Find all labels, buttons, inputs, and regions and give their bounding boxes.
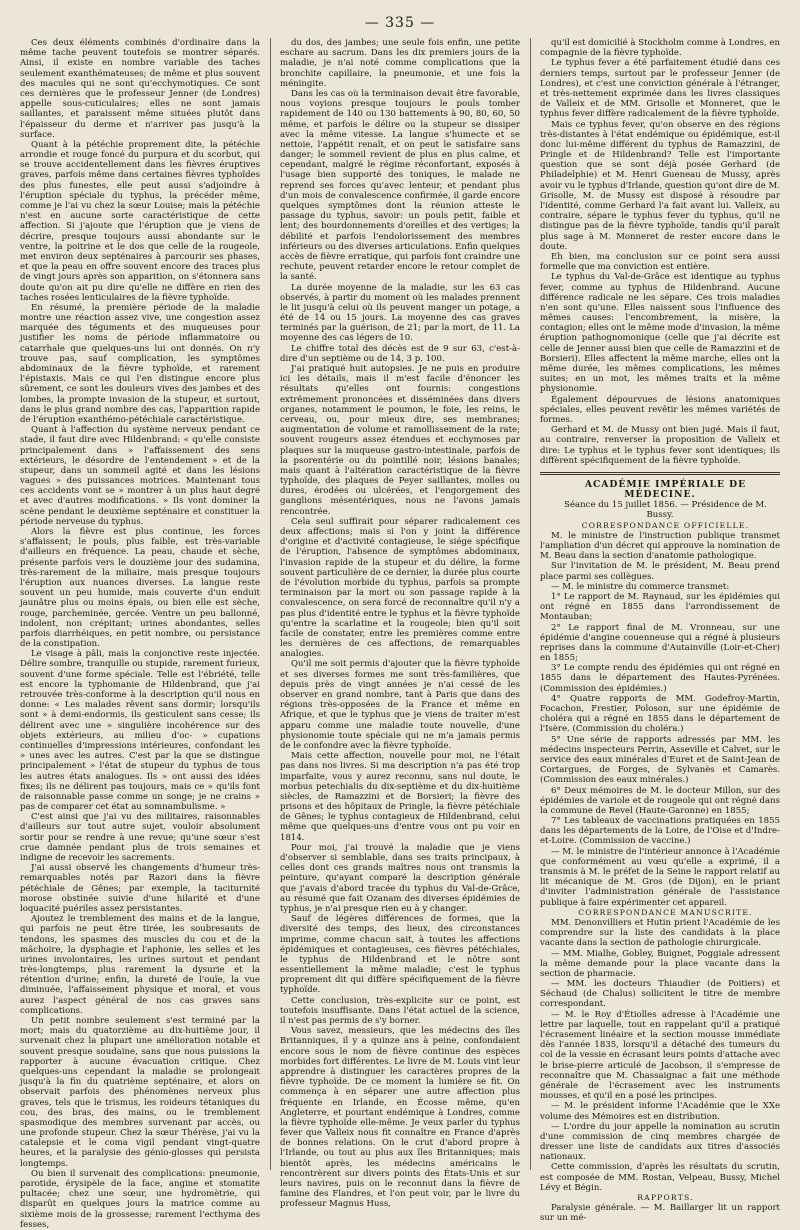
left-paragraph-7: C'est ainsi que j'ai vu des militaires, raisonnables d'ailleurs sur tout autre sujet, vouloir absolument sortir pour se rendre à une revue; qu'une sœur s'est crue damnée pendant plus de trois semaines et indigne de recevoir les sacrements. [20, 812, 260, 863]
reports-heading: RAPPORTS. [637, 1193, 694, 1202]
middle-paragraph-2: Dans les cas où la terminaison devait être favorable, nous voyions presque toujours le pouls tomber rapidement de 140 ou 130 battements à 90, 80, 60, 50 même, et parfois le délire ou la stupeur se dissiper avec la même vitesse. La langue s'humecte et se nettoie, l'appétit renaît, et on peut le satisfaire sans danger; le sommeil revient de plus en plus calme, et cependant, malgré le régime réconfortant, exposés à l'usage bien supporté des toniques, le malade ne reprend ses forces qu'avec lenteur, et pendant plus d'un mois de convalescence confirmée, il garde encore quelques symptômes dont la réunion atteste le passage du typhus, savoir: un pouls petit, faible et lent; des bourdonnements d'oreilles et des vertiges; la débilité et parfois l'endolorissement des membres inférieurs ou des diverses articulations. Enfin quelques accès de fièvre erratique, qui parfois font craindre une rechute, peuvent retarder encore le retour complet de la santé. [280, 88, 520, 283]
left-paragraph-4: Quant à l'affection du système nerveux pendant ce stade, il faut dire avec Hildenbrand: « qu'elle consiste principalement dans » l'affaissement des sens extérieurs, le désordre de l'entendement » et de la stupeur, dans un sommeil agité et dans les lésions vagues » des puissances motrices. Maintenant tous ces accidents vont se » montrer à un plus haut degré et avec d'autres modifications. » Ils vont dominer la scène pendant le deuxième septénaire et constituer la période nerveuse du typhus. [20, 425, 260, 527]
official-correspondence-heading: CORRESPONDANCE OFFICIELLE. [581, 520, 750, 530]
manuscript-correspondence [540, 918, 780, 1193]
text-columns [20, 38, 781, 1230]
right-paragraph-5: Le typhus du Val-de-Grâce est identique au typhus fever, comme au typhus de Hildenbrand. Aucune différence radicale ne les sépare. Ces trois maladies n'en sont qu'une. Elles naissent sous l'influence des mêmes causes: l'encombrement, la misère, la contagion; elles ont le même mode d'invasion, la même éruption pathognomonique (celle que j'ai décrite est celle de Jenner aussi bien que celle de Ramazzini et de Borsieri). Elles affectent la même marche, elles ont la même durée, les mêmes complications, les mêmes suites; en un mot, les mêmes traits et la même physionomie. [540, 272, 781, 395]
middle-paragraph-5: J'ai pratiqué huit autopsies. Je ne puis en produire ici les détails, mais il m'est facile d'énoncer les résultats qu'elles ont fournis: congestions extrêmement prononcées et disséminées dans divers organes, notamment le poumon, le foie, les reins, le cerveau, ou, pour mieux dire, ses membranes; augmentation de volume et ramollissement de la rate; souvent rougeurs assez étendues et ecchymoses par plaques sur la muqueuse gastro-intestinale, parfois de la psorentérie ou du pointillé noir, lésions banales; mais quant à l'altération caractéristique de la fièvre typhoïde, des plaques de Peyer saillantes, molles ou dures, érodées ou ulcérées, et l'engorgement des ganglions mésentériques, nous ne l'avons jamais rencontrée. [280, 364, 520, 517]
middle-paragraph-9: Pour moi, j'ai trouvé la maladie que je viens d'observer si semblable, dans ses traits principaux, à celles dont ces grands maîtres nous ont transmis la peinture, qu'ayant comparé la description générale que j'avais d'abord tracée du typhus du Val-de-Grâce, au résumé que fait Ozanam des diverses épidémies de typhus, je n'ai presque rien eu à y changer. [280, 842, 520, 914]
middle-paragraph-7: Qu'il me soit permis d'ajouter que la fièvre typhoïde et ses diverses formes me sont très-familières, que depuis près de vingt années je n'ai cessé de les observer en grand nombre, tant à Paris que dans des régions très-opposées de la France et même en Afrique, et que le typhus que je viens de traiter m'est apparu comme une maladie toute nouvelle, d'une physionomie toute spéciale qui ne m'a jamais permis de le confondre avec la fièvre typhoïde. [280, 659, 520, 751]
manuscript-item-4: — M. le Roy d'Étiolles adresse à l'Académie une lettre par laquelle, tout en rappelant qu'il a pratiqué l'écrasement linéaire et la section mousse immédiate dès l'année 1835, lorsqu'il a détaché des tumeurs du col de la vessie en écrasant leurs points d'attache avec le brise-pierre articulé de Jacobson, il s'empresse de reconnaître que M. Chassaignac a fait une méthode générale de l'écrasement avec les instruments mousses, et qu'il en a posé les principes. [540, 1009, 780, 1102]
report-paragraph: Paralysie générale. — M. Baillarger lit un rapport sur un mé- [540, 1203, 780, 1224]
session-line: Séance du 15 juillet 1856. — Présidence de M. Bussy. [564, 500, 767, 521]
manuscript-correspondence-heading: CORRESPONDANCE MANUSCRITE. [578, 907, 753, 917]
right-paragraph-1: qu'il est domicilié à Stockholm comme à Londres, en compagnie de la fièvre typhoïde. [540, 38, 780, 59]
left-paragraph-11: Ou bien il survenait des complications: pneumonie, parotide, érysipèle de la face, angine et stomatite pultacée; chez une sœur, une hydromètrie, qui disparût en quelques jours la matrice comme au sixième mois de la grossesse; rarement l'ecthyma des fesses, [20, 1168, 260, 1230]
left-paragraph-1: Ces deux éléments combinés d'ordinaire dans la même tache peuvent toutefois se montrer séparés. Ainsi, il existe en nombre variable des taches seulement exanthémateuses; de même et plus souvent des macules qui ne sont qu'ecchymotiques. Ce sont ces dernières que le professeur Jenner (de Londres) appelle sous-cuticulaires; elles ne sont jamais saillantes, et paraissent même situées plutôt dans l'épaisseur du derme et n'arriver pas jusqu'à la surface. [20, 38, 260, 140]
manuscript-item-7: Cette commission, d'après les résultats du scrutin, est composée de MM. Rostan, Velpeau, Bussy, Michel Lévy et Bégin. [540, 1162, 780, 1193]
middle-paragraph-4: Le chiffre total des décès est de 9 sur 63, c'est-à-dire d'un septième ou de 14, 3 p. 100. [280, 343, 520, 364]
left-paragraph-5: Alors la fièvre est plus continue, les forces s'affaissent; le pouls, plus faible, est très-variable d'ailleurs en fréquence. La peau, chaude et sèche, présente parfois vers le douzième jour des sudamina, très-rarement de la miliaire, mais presque toujours l'éruption aux nuances diverses. La langue reste souvent un peu humide, mais couverte d'un enduit jaunâtre plus ou moins épais, ou bien elle est sèche, rouge, parcheminée, gercée. Ventre un peu ballonné, indolent, non crépitant; urines abondantes, selles parfois diarrhéiques, en petit nombre, ou persistance de la constipation. [20, 527, 260, 650]
left-paragraph-8: J'ai aussi observé les changements d'humeur très-remarquables notés par Razori dans la fièvre pétéchiale de Gênes; par exemple, la taciturnité morose obstinée suivie d'une hilarité et d'une loquacité puériles assez persistantes. [20, 863, 260, 914]
manuscript-item-2: — MM. Mialhe, Gobley, Buignet, Poggiale adressent la même demande pour la place vacante dans la section de pharmacie. [540, 948, 780, 979]
manuscript-item-5: — M. le président informe l'Académie que le XXe volume des Mémoires est en distribution. [540, 1101, 780, 1122]
typhus-conclusion [540, 38, 780, 466]
official-item-4: 1° Le rapport de M. Raynaud, sur les épidémies qui ont régné en 1855 dans l'arrondissement de Montauban; [540, 591, 780, 623]
official-item-6: 3° Le compte rendu des épidémies qui ont régné en 1855 dans le département des Hautes-Pyrénées. (Commission des épidémies.) [540, 663, 780, 694]
left-paragraph-2: Quant à la pétéchie proprement dite, la pétéchie arrondie et rouge foncé du purpura et du scorbut, qui se trouve accidentellement dans les fièvres éruptives graves, parfois même dans certaines fièvres typhoïdes des plus funestes, elle peut aussi s'adjoindre à l'éruption spéciale du typhus, la précéder même, comme je l'ai vu chez la sœur Louise; mais la pétéchie n'est en aucune sorte caractéristique de cette affection. Si j'ajoute que l'éruption que je viens de décrire, presque toujours aussi abondante sur le ventre, la poitrine et le dos que celle de la rougeole, met environ deux septénaires à parcourir ses phases, et que la peau en offre souvent encore des traces plus de vingt jours après son apparition, on s'étonnera sans doute qu'on ait pu dire qu'elle ne diffère en rien des taches rosées lenticulaires de la fièvre typhoïde. [20, 139, 260, 303]
middle-paragraph-10: Sauf de légères différences de formes, que la diversité des temps, des lieux, des circonstances imprime, comme chacun sait, à toutes les affections épidémiques et contagieuses, ces fièvres pétéchiales, le typhus de Hildenbrand et le nôtre sont essentiellement la même maladie; c'est le typhus proprement dit qui diffère spécifiquement de la fièvre typhoïde. [280, 914, 520, 996]
middle-paragraph-12: Vous savez, messieurs, que les médecins des îles Britanniques, il y a quinze ans à peine, confondaient encore sous le nom de fièvre continue des espèces morbides fort différentes. Le livre de M. Louis vint leur apprendre à distinguer les caractères propres de la fièvre typhoïde. De ce moment la lumière se fit. On commença à en séparer une autre affection plus fréquente en Irlande, en Écosse même, qu'en Angleterre, et pourtant endémique à Londres, comme la fièvre typhoïde elle-même. Je veux parler du typhus fever que Valleix nous fit connaître en France d'après de bonnes relations. On le crut d'abord propre à l'Irlande, ou tout au plus aux îles Britanniques; mais bientôt après, les médecins américains le rencontrèrent sur divers points des États-Unis et sur leurs navires, puis on le reconnut dans la fièvre de famine des Flandres, et l'on peut voir, par le livre du professeur Magnus Huss, [280, 1026, 520, 1210]
manuscript-item-3: — MM. les docteurs Thiaudier (de Poitiers) et Séchaud (de Chalus) sollicitent le titre de membre correspondant. [540, 979, 780, 1010]
right-paragraph-3: Mais ce typhus fever, qu'on observe en des régions très-distantes à l'état endémique ou épidémique, est-il donc lui-même différent du typhus de Ramazzini, de Pringle et de Hildenbrand? Telle est l'importante question que se sont déjà posée Gerhard (de Philadelphie) et M. Henri Gueneau de Mussy, après avoir vu le typhus d'Irlande, question qu'ont dire de M. Grisolle, M. de Mussy est disposé à résoudre par l'identité, comme Gerhard l'a fait avant lui. Valleix, au contraire, sépare le typhus fever du typhus, qu'il ne distingue pas de la fièvre typhoïde, tandis qu'il paraît plus sage à M. Monneret de rester encore dans le doute. [540, 119, 780, 252]
left-paragraph-6: Le visage à pâli, mais la conjonctive reste injectée. Délire sombre, tranquille ou stupide, rarement furieux, souvent d'une forme spéciale. Telle est l'ébriété, telle est encore la typhomanie de Hildenbrand, que j'ai retrouvée très-conforme à la description qu'il nous en donne: « Les malades rêvent sans dormir; lorsqu'ils sont » à demi-endormis, ils gesticulent sans cesse; ils délirent avec une » singulière incohérence sur des objets extérieurs, au milieu d'oc- » cupations continuelles d'impressions intérieures, confondant les » unes avec les autres. C'est par la que se distingue principalement » l'état de stupeur du typhus de tous les autres états analogues. Ils » ont aussi des idées fixes; ils ne délirent pas toujours, mais ce » qu'ils font de raisonnable passe comme un songe; je ne crains » pas de comparer cet état au somnambulisme. » [20, 649, 260, 813]
official-item-3: — M. le ministre du commerce transmet: [551, 581, 730, 592]
middle-paragraph-3: La durée moyenne de la maladie, sur les 63 cas observés, à partir du moment où les malades prennent le lit jusqu'à celui où ils peuvent manger un potage, a été de 14 ou 15 jours. La moyenne des cas graves terminés par la guérison, de 21; par la mort, de 11. La moyenne des cas légers de 10. [280, 282, 520, 344]
middle-paragraph-6: Cela seul suffirait pour séparer radicalement ces deux affections; mais si l'on y joint la différence d'origine et d'activité contagieuse, le siége spécifique de l'éruption, l'absence de symptômes abdominaux, l'invasion rapide de la stupeur et du délire, la forme souvent particulière de ce dernier, la durée plus courte de l'évolution morbide du typhus, parfois sa prompte terminaison par la mort ou son passage rapide à la convalescence, on sera forcé de reconnaître qu'il n'y a pas plus d'identité entre le typhus et la fièvre typhoïde qu'entre la scarlatine et la rougeole; bien qu'il soit facile de constater, entre les premières comme entre les dernières de ces affections, de remarquables analogies. [280, 516, 520, 660]
official-item-2: Sur l'invitation de M. le président, M. Beau prend place parmi ses collègues. [540, 561, 780, 582]
section-divider [540, 472, 780, 475]
manuscript-item-1: MM. Denonvilliers et Hutin prient l'Académie de les comprendre sur la liste des candidats à la place vacante dans la section de pathologie chirurgicale. [540, 917, 780, 949]
column-middle [270, 38, 520, 1210]
column-right [530, 38, 781, 1224]
left-paragraph-10: Un petit nombre seulement s'est terminé par la mort; mais du quatorzième au dix-huitième jour, il survenait chez la plupart une amélioration notable et souvent presque soudaine, sans que nous puissions la rapporter à aucune évacuation critique. Chez quelques-uns cependant la maladie se prolongeait jusqu'à la fin du quatrième septénaire, et alors on observait parfois des phénomènes nerveux plus graves, tels que le trismus, les roideurs tétaniques du cou, des bras, des mains, ou le tremblement spasmodique des membres survenant par accès, ou une profonde stupeur. Chez la sœur Thérèse, j'ai vu la catalepsie et le coma vigil pendant vingt-quatre heures, et la paralysie des génio-glosses qui persista longtemps. [20, 1016, 260, 1169]
page-number: — 335 — [364, 15, 436, 31]
official-item-11: — M. le ministre de l'intérieur annonce à l'Académie que conformément au vœu qu'elle a exprimé, il a transmis à M. le préfet de la Seine le rapport relatif au lit mécanique de M. Gros (de Dijon), en le priant d'inviter l'administration générale de l'assistance publique à faire expérimenter cet appareil. [540, 846, 780, 908]
middle-paragraph-1: du dos, des jambes; une seule fois enfin, une petite eschare au sacrum. Dans les dix premiers jours de la maladie, je n'ai noté comme complications que la bronchite capillaire, la pneumonie, et une fois la méningite. [280, 38, 520, 89]
left-paragraph-9: Ajoutez le tremblement des mains et de la langue, qui parfois ne peut être tirée, les soubresauts de tendons, les spasmes des muscles du cou et de la mâchoire, la dysphagie et l'aphonie, les selles et les urines involontaires, les urines surtout et pendant très-longtemps, plus rarement la dysurie et la rétention d'urine; enfin, la dureté de l'ouïe, la vue diminuée, l'affaissement physique et moral, et vous aurez l'aspect général de nos cas graves sans complications. [20, 914, 260, 1016]
manuscript-item-6: — L'ordre du jour appelle la nomination au scrutin d'une commission de cinq membres chargée de dresser une liste de candidats aux titres d'associés nationaux. [540, 1121, 780, 1163]
middle-paragraph-8: Mais cette affection, nouvelle pour moi, ne l'était pas dans nos livres. Si ma description n'a pas été trop imparfaite, vous y aurez reconnu, sans nul doute, le morbus petechialis du dix-septième et du dix-huitième siècles, de Ramazzini et de Borsieri; la fièvre des prisons et des hôpitaux de Pringle, la fièvre pétéchiale de Gênes; le typhus contagieux de Hildenbrand, celui même que quelques-uns d'entre vous ont pu voir en 1814. [280, 751, 520, 843]
official-item-7: 4° Quatre rapports de MM. Godefroy-Martin, Focachon, Frestier, Poloson, sur une épidémie de choléra qui a régné en 1855 dans le département de l'Isère. (Commission du choléra.) [540, 693, 780, 735]
official-item-1: M. le ministre de l'instruction publique transmet l'ampliation d'un décret qui approuve la nomination de M. Beau dans la section d'anatomie pathologique. [540, 530, 780, 562]
right-paragraph-4: Eh bien, ma conclusion sur ce point sera aussi formelle que ma conviction est entière. [540, 251, 780, 273]
official-item-8: 5° Une série de rapports adressés par MM. les médecins inspecteurs Perrin, Asseville et Calvet, sur le service des eaux minérales d'Euret et de Saint-Jean de Cortargues, de Forges, de Sylvanès et Camarès. (Commission des eaux minérales.) [540, 734, 780, 786]
official-item-5: 2° Le rapport final de M. Vronneau, sur une épidémie d'angine couenneuse qui a régné à plusieurs reprises dans la commune d'Autainville (Loir-et-Cher) en 1855; [540, 622, 780, 664]
middle-paragraph-11: Cette conclusion, très-explicite sur ce point, est toutefois insuffisante. Dans l'état actuel de la science, il n'est pas permis de s'y borner. [280, 995, 520, 1026]
left-paragraph-3: En résumé, la première période de la maladie montre une réaction assez vive, une congestion assez marquée des téguments et des muqueuses pour justifier les noms de période inflammatoire ou catarrhale que quelques-uns lui ont donnés. On n'y trouve pas, sauf complication, les symptômes abdominaux de la fièvre typhoïde, et rarement l'épistaxis. Mais ce qui l'en distingue encore plus sûrement, ce sont les douleurs vives des jambes et des lombes, la prompte invasion de la stupeur, et surtout, dans le plus grand nombre des cas, l'apparition rapide de l'éruption exanthémo-pétéchiale caractéristique. [20, 302, 260, 425]
right-paragraph-7: Gerhard et M. de Mussy ont bien jugé. Mais il faut, au contraire, renverser la proposition de Valleix et dire: Le typhus et le typhus fever sont identiques; ils diffèrent spécifiquement de la fièvre typhoïde. [540, 425, 780, 466]
official-item-9: 6° Deux mémoires de M. le docteur Millon, sur des épidémies de variole et de rougeole qui ont régné dans la commune de Revel (Haute-Garonne) en 1855; [540, 785, 780, 816]
official-correspondence [540, 531, 780, 908]
right-paragraph-6: Également dépourvues de lésions anatomiques spéciales, elles peuvent revêtir les mêmes variétés de formes. [540, 394, 780, 425]
official-item-10: 7° Les tableaux de vaccinations pratiquées en 1855 dans les départements de la Loire, de l'Oise et d'Indre-et-Loire. (Commission de vaccine.) [540, 816, 780, 847]
column-left [20, 38, 260, 1230]
right-paragraph-2: Le typhus fever a été parfaitement étudié dans ces derniers temps, surtout par le professeur Jenner (de Londres), et c'est une conviction générale à l'étranger, et très-nettement exprimée dans les livres classiques de Valleix et de MM. Grisolle et Monneret, que le typhus fever diffère radicalement de la fièvre typhoïde. [540, 58, 780, 120]
academy-title: ACADÉMIE IMPÉRIALE DE MÉDECINE. [584, 478, 747, 501]
